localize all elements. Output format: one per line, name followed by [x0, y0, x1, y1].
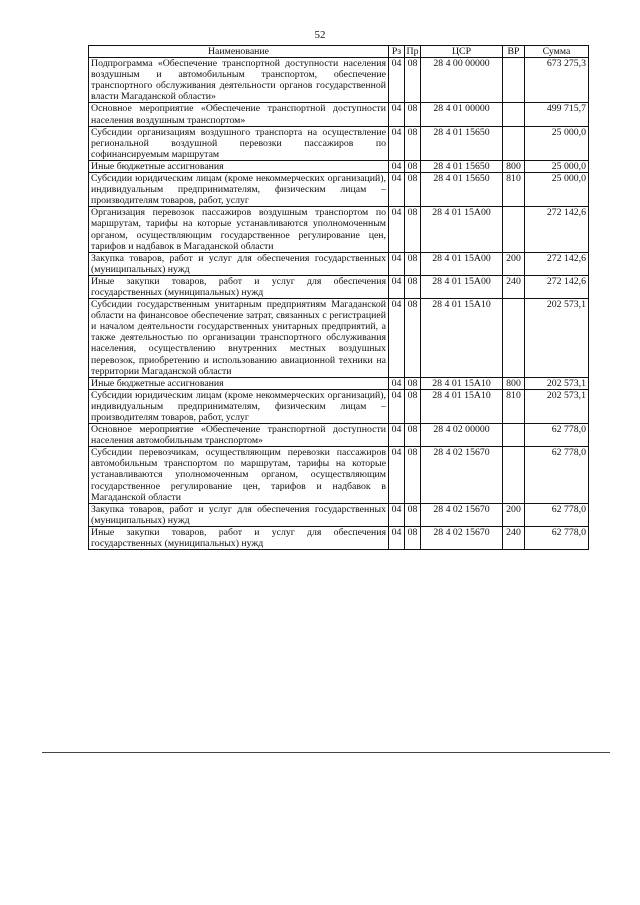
table-row	[89, 503, 589, 526]
row-vr: 810	[503, 173, 525, 207]
row-name: Субсидии юридическим лицам (кроме некоммерческих организаций), индивидуальным предпринимателям, физическим лицам – производителям товаров, работ, услуг	[89, 173, 389, 207]
row-pr: 08	[405, 160, 421, 172]
table-row	[89, 275, 589, 298]
page-number: 52	[314, 29, 326, 41]
row-sum: 25 000,0	[525, 173, 589, 207]
row-vr	[503, 58, 525, 103]
row-name: Основное мероприятие «Обеспечение транспортной доступности населения автомобильным транспортом»	[89, 424, 389, 447]
row-rz: 04	[389, 526, 405, 549]
table-row	[89, 377, 589, 389]
row-name: Субсидии организациям воздушного транспорта на осуществление региональной воздушной перевозки пассажиров по софинансируемым маршрутам	[89, 126, 389, 160]
table-row	[89, 173, 589, 207]
bottom-divider	[42, 752, 610, 753]
row-name: Основное мероприятие «Обеспечение транспортной доступности населения воздушным транспортом»	[89, 103, 389, 126]
row-sum: 62 778,0	[525, 503, 589, 526]
row-sum: 202 573,1	[525, 389, 589, 423]
row-vr	[503, 424, 525, 447]
row-vr: 800	[503, 377, 525, 389]
row-csr: 28 4 02 00000	[421, 424, 503, 447]
table-row	[89, 299, 589, 378]
table-header-row	[89, 46, 589, 58]
header-vr: ВР	[503, 46, 525, 58]
row-sum: 272 142,6	[525, 275, 589, 298]
table-row	[89, 160, 589, 172]
row-sum: 272 142,6	[525, 207, 589, 252]
table-body	[89, 58, 589, 550]
row-rz: 04	[389, 160, 405, 172]
row-rz: 04	[389, 58, 405, 103]
row-name: Иные закупки товаров, работ и услуг для обеспечения государственных (муниципальных) нужд	[89, 526, 389, 549]
row-pr: 08	[405, 447, 421, 503]
row-name: Иные бюджетные ассигнования	[89, 377, 389, 389]
header-csr: ЦСР	[421, 46, 503, 58]
row-vr: 810	[503, 389, 525, 423]
header-rz: Рз	[389, 46, 405, 58]
row-vr	[503, 447, 525, 503]
row-pr: 08	[405, 252, 421, 275]
row-sum: 25 000,0	[525, 160, 589, 172]
row-csr: 28 4 01 15А00	[421, 275, 503, 298]
row-name: Субсидии юридическим лицам (кроме некоммерческих организаций), индивидуальным предпринимателям, физическим лицам – производителям товаров, работ, услуг	[89, 389, 389, 423]
row-pr: 08	[405, 58, 421, 103]
row-vr	[503, 299, 525, 378]
row-rz: 04	[389, 207, 405, 252]
row-pr: 08	[405, 424, 421, 447]
row-name: Иные бюджетные ассигнования	[89, 160, 389, 172]
table-row	[89, 424, 589, 447]
row-pr: 08	[405, 103, 421, 126]
row-vr	[503, 126, 525, 160]
table-row	[89, 58, 589, 103]
row-rz: 04	[389, 103, 405, 126]
row-csr: 28 4 02 15670	[421, 526, 503, 549]
row-pr: 08	[405, 126, 421, 160]
row-csr: 28 4 01 15А10	[421, 299, 503, 378]
row-sum: 673 275,3	[525, 58, 589, 103]
row-pr: 08	[405, 275, 421, 298]
row-sum: 62 778,0	[525, 424, 589, 447]
row-vr: 800	[503, 160, 525, 172]
header-pr: Пр	[405, 46, 421, 58]
row-rz: 04	[389, 424, 405, 447]
row-vr: 200	[503, 252, 525, 275]
row-rz: 04	[389, 126, 405, 160]
row-name: Иные закупки товаров, работ и услуг для обеспечения государственных (муниципальных) нужд	[89, 275, 389, 298]
header-name: Наименование	[89, 46, 389, 58]
row-sum: 499 715,7	[525, 103, 589, 126]
row-sum: 202 573,1	[525, 377, 589, 389]
row-rz: 04	[389, 173, 405, 207]
row-name: Закупка товаров, работ и услуг для обеспечения государственных (муниципальных) нужд	[89, 503, 389, 526]
table-row	[89, 103, 589, 126]
row-csr: 28 4 02 15670	[421, 503, 503, 526]
header-sum: Сумма	[525, 46, 589, 58]
row-csr: 28 4 01 15650	[421, 160, 503, 172]
row-csr: 28 4 01 15А00	[421, 252, 503, 275]
row-csr: 28 4 01 15А00	[421, 207, 503, 252]
row-csr: 28 4 01 15650	[421, 173, 503, 207]
row-name: Подпрограмма «Обеспечение транспортной доступности населения воздушным и автомобильным транспортом, обеспечение транспортного обслуживания деятельности органов государственной власти Магаданской области»	[89, 58, 389, 103]
row-rz: 04	[389, 299, 405, 378]
row-rz: 04	[389, 252, 405, 275]
row-pr: 08	[405, 503, 421, 526]
row-rz: 04	[389, 447, 405, 503]
row-sum: 25 000,0	[525, 126, 589, 160]
row-sum: 202 573,1	[525, 299, 589, 378]
row-pr: 08	[405, 377, 421, 389]
row-vr: 200	[503, 503, 525, 526]
row-pr: 08	[405, 299, 421, 378]
row-pr: 08	[405, 173, 421, 207]
row-rz: 04	[389, 377, 405, 389]
table-row	[89, 526, 589, 549]
row-rz: 04	[389, 503, 405, 526]
row-sum: 62 778,0	[525, 447, 589, 503]
table-row	[89, 447, 589, 503]
row-sum: 62 778,0	[525, 526, 589, 549]
row-name: Субсидии государственным унитарным предприятиям Магаданской области на финансовое обеспечение затрат, связанных с регистрацией и началом деятельности государственных унитарных предприятий, а также деятельностью по организации транспортного обслуживания населения, осуществлению внутренних местных воздушных перевозок, приобретению и использованию авиационной техники на территории Магаданской области	[89, 299, 389, 378]
table-row	[89, 252, 589, 275]
row-vr: 240	[503, 275, 525, 298]
row-vr	[503, 103, 525, 126]
row-pr: 08	[405, 526, 421, 549]
table-row	[89, 126, 589, 160]
table-row	[89, 207, 589, 252]
row-name: Организация перевозок пассажиров воздушным транспортом по маршрутам, тарифы на которые устанавливаются уполномоченным органом, осуществляющим государственное регулирование цен, тарифов и надбавок в Магаданской области	[89, 207, 389, 252]
row-sum: 272 142,6	[525, 252, 589, 275]
row-pr: 08	[405, 207, 421, 252]
budget-table	[88, 45, 589, 550]
row-vr: 240	[503, 526, 525, 549]
table-row	[89, 389, 589, 423]
row-csr: 28 4 02 15670	[421, 447, 503, 503]
row-csr: 28 4 01 00000	[421, 103, 503, 126]
row-name: Закупка товаров, работ и услуг для обеспечения государственных (муниципальных) нужд	[89, 252, 389, 275]
row-csr: 28 4 01 15650	[421, 126, 503, 160]
row-name: Субсидии перевозчикам, осуществляющим перевозки пассажиров автомобильным транспортом по маршрутам, тарифы на которые устанавливаются уполномоченным органом, осуществляющим государственное регулирование цен, тарифов и надбавок в Магаданской области	[89, 447, 389, 503]
row-csr: 28 4 01 15А10	[421, 389, 503, 423]
row-vr	[503, 207, 525, 252]
row-rz: 04	[389, 275, 405, 298]
row-pr: 08	[405, 389, 421, 423]
row-csr: 28 4 01 15А10	[421, 377, 503, 389]
row-rz: 04	[389, 389, 405, 423]
row-csr: 28 4 00 00000	[421, 58, 503, 103]
